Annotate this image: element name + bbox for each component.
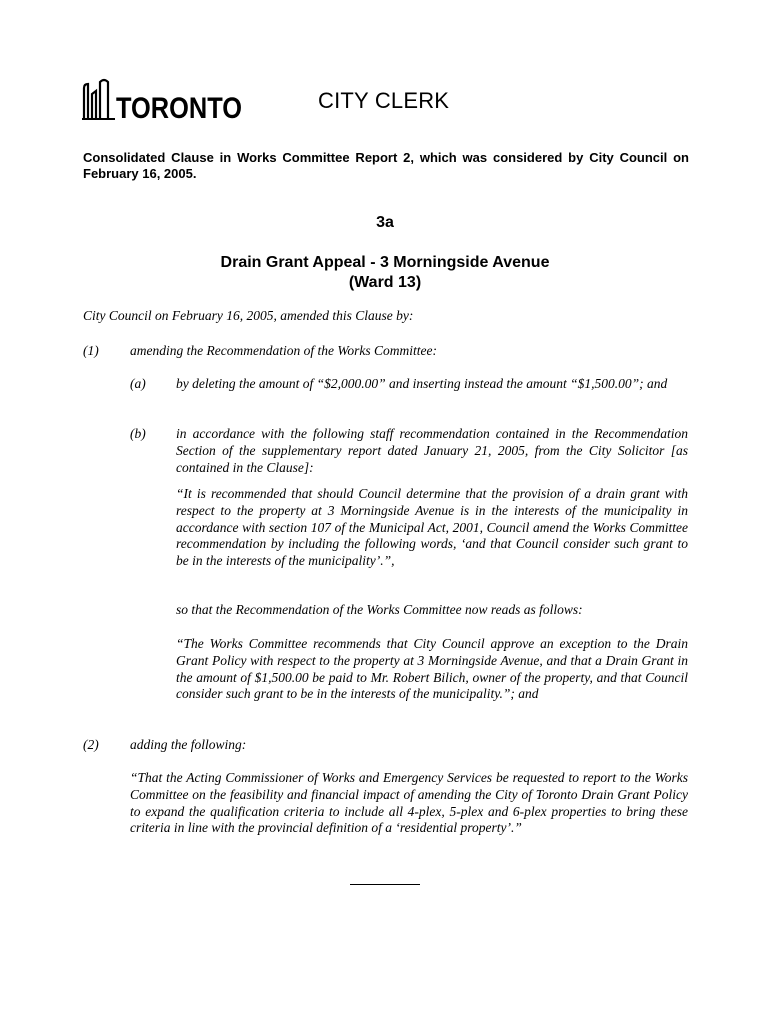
end-rule <box>350 884 420 885</box>
item-2-marker: (2) <box>83 737 99 752</box>
item-1-marker: (1) <box>83 343 99 358</box>
clause-title-line-1: Drain Grant Appeal - 3 Morningside Avenue <box>220 254 550 271</box>
clause-title-line-2: (Ward 13) <box>348 274 422 291</box>
city-hall-logo-icon <box>82 74 252 124</box>
subitem-b-text: in accordance with the following staff recommendation contained in the Recommendation Section of the supplementary report dated January 21, 2005, from the City Solicitor [as contained in the Clause]: <box>176 426 688 475</box>
staff-recommendation-quote: “It is recommended that should Council determine that the provision of a drain grant with respect to the property at 3 Morningside Avenue is in the interests of the municipality in accordance with section 107 of the Municipal Act, 2001, Council amend the Works Committee recommendation by including the following words, ‘and that Council consider such grant to be in the interests of the municipality’.”, <box>176 486 688 569</box>
clause-number: 3a <box>376 214 394 231</box>
subitem-a-marker: (a) <box>130 376 146 391</box>
lead-sentence: City Council on February 16, 2005, amended this Clause by: <box>83 308 414 323</box>
office-heading: CITY CLERK <box>318 88 450 113</box>
intro-statement: Consolidated Clause in Works Committee Report 2, which was considered by City Council on February 16, 2005. <box>83 150 689 181</box>
toronto-logo <box>82 74 252 124</box>
amended-recommendation-quote: “The Works Committee recommends that City Council approve an exception to the Drain Grant Policy with respect to the property at 3 Morningside Avenue, and that a Drain Grant in the amount of $1,500.00 be paid to Mr. Robert Bilich, owner of the property, and that Council consider such grant to be in the interests of the municipality.”; and <box>176 636 688 702</box>
clause-title <box>0 253 770 293</box>
item-2-text: adding the following: <box>130 737 247 752</box>
logo-wordmark: TORONTO <box>116 92 242 124</box>
item-1-text: amending the Recommendation of the Works Committee: <box>130 343 437 358</box>
subitem-a-text: by deleting the amount of “$2,000.00” and inserting instead the amount “$1,500.00”; and <box>176 376 668 391</box>
item-2-quote: “That the Acting Commissioner of Works and Emergency Services be requested to report to the Works Committee on the feasibility and financial impact of amending the City of Toronto Drain Grant Policy to expand the qualification criteria to include all 4-plex, 5-plex and 6-plex properties to bring these criteria in line with the provincial definition of a ‘residential property’.” <box>130 770 688 836</box>
connector-sentence: so that the Recommendation of the Works Committee now reads as follows: <box>176 602 583 617</box>
subitem-b-marker: (b) <box>130 426 146 441</box>
